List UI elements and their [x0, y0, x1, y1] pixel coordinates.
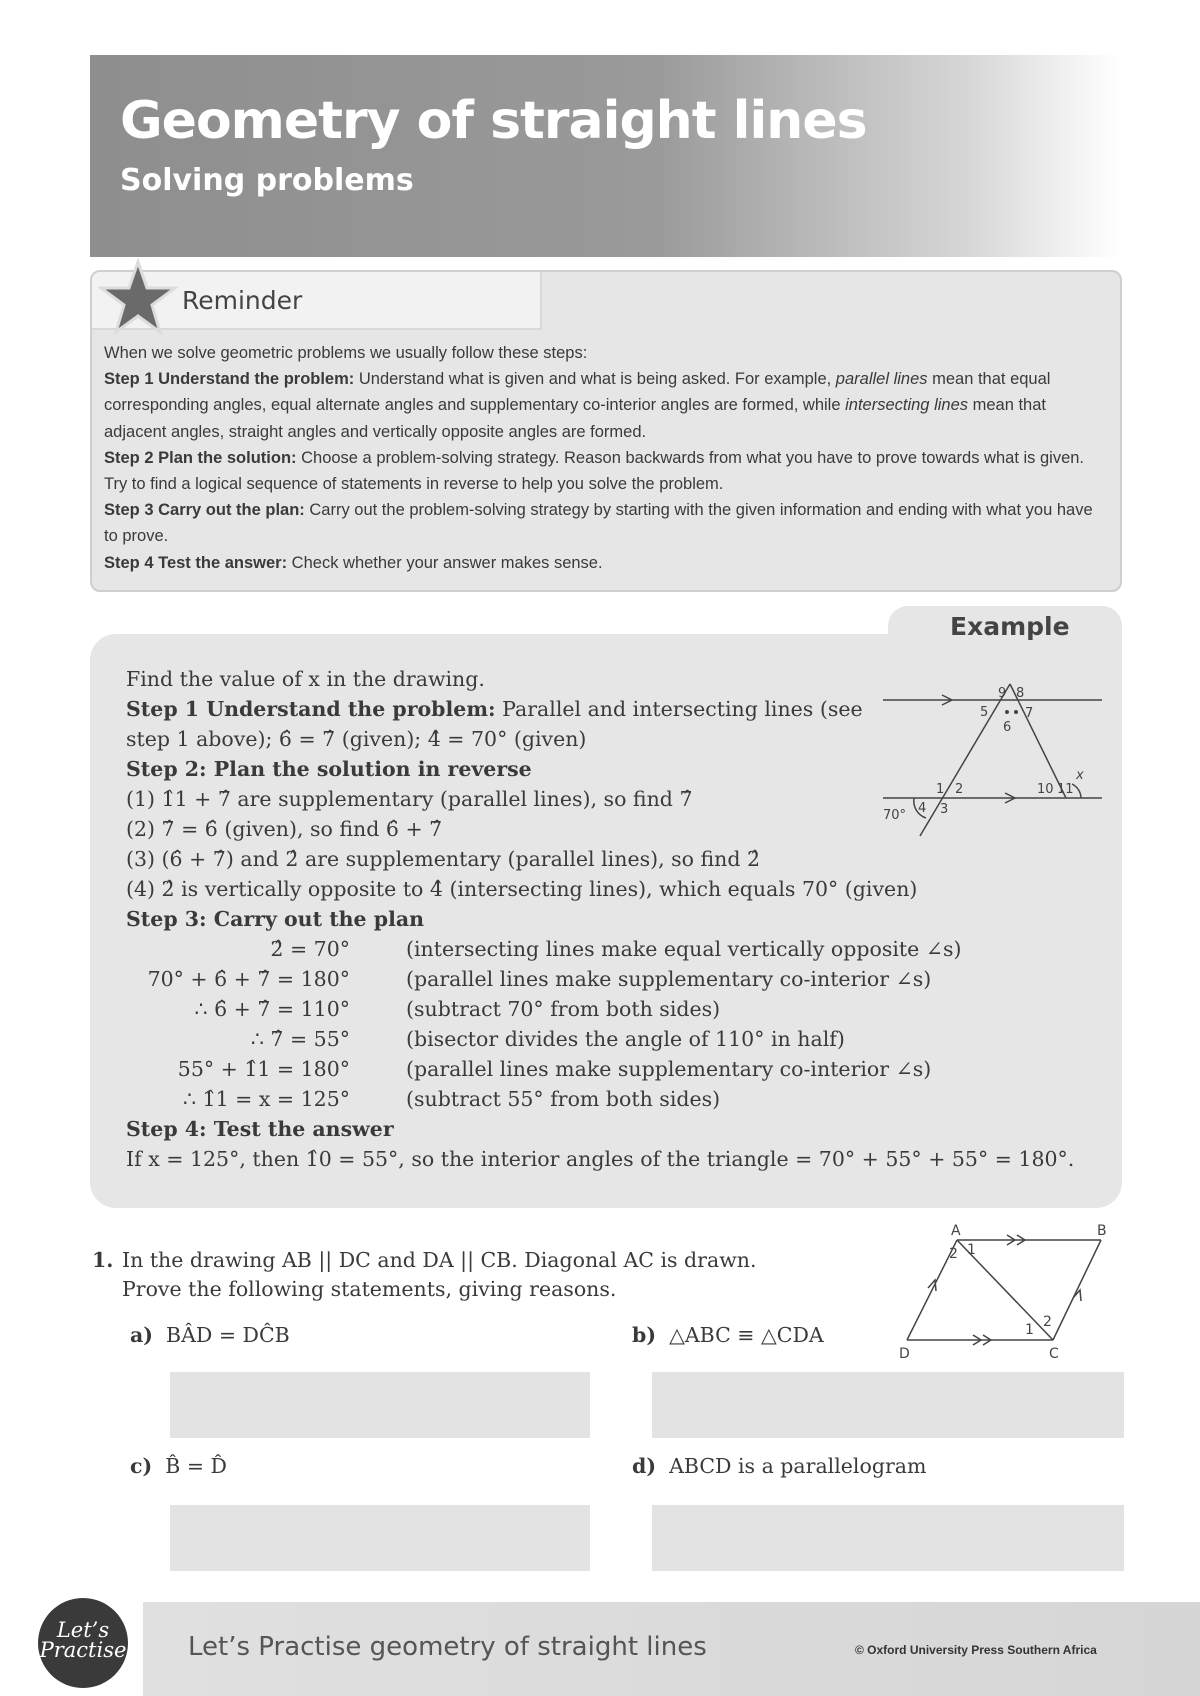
example-step2-heading-text: Step 2: Plan the solution in reverse	[126, 757, 532, 781]
diagram-label-10: 10	[1037, 782, 1054, 797]
reminder-body	[104, 340, 1104, 576]
diagram-label-1: 1	[936, 782, 945, 797]
part-d	[632, 1454, 926, 1478]
calc-left-2: 70° + 6̂ + 7̂ = 180°	[147, 967, 350, 991]
reminder-label: Reminder	[182, 286, 303, 315]
diagram-label-70: 70°	[883, 808, 907, 823]
reminder-step2	[104, 445, 1104, 497]
diagram-label-11: 11	[1057, 782, 1074, 797]
example-step4-heading-text: Step 4: Test the answer	[126, 1117, 394, 1141]
calc-left-1: 2̂ = 70°	[270, 937, 350, 961]
example-line-find: Find the value of x in the drawing.	[126, 667, 485, 691]
step1-label: Step 1 Understand the problem:	[104, 370, 355, 389]
reminder-tab	[92, 272, 542, 330]
calc-left-3: ∴ 6̂ + 7̂ = 110°	[194, 997, 350, 1021]
example-step1-text: Parallel and intersecting lines (see	[502, 697, 863, 721]
calc-left-4: ∴ 7̂ = 55°	[250, 1027, 350, 1051]
left-transversal	[920, 684, 1010, 836]
vertex-b: B	[1097, 1223, 1107, 1239]
example-step3-heading	[126, 907, 424, 931]
part-b-text: △ABC ≡ △CDA	[669, 1323, 824, 1347]
star-icon	[98, 258, 178, 338]
calc-right-3: (subtract 70° from both sides)	[406, 997, 721, 1021]
answer-box-b[interactable]	[652, 1372, 1124, 1438]
diagram-label-9: 9	[998, 686, 1007, 701]
step2-label: Step 2 Plan the solution:	[104, 448, 297, 467]
logo-text	[38, 1620, 128, 1660]
angle-a1: 1	[967, 1242, 976, 1258]
calc-right-5: (parallel lines make supplementary co-interior ∠s)	[406, 1057, 932, 1081]
example-plan-3: (3) (6̂ + 7̂) and 2̂ are supplementary (parallel lines), so find 2̂	[126, 847, 761, 871]
calc-right-4: (bisector divides the angle of 110° in half)	[406, 1027, 845, 1051]
calc-left-5: 55° + 1̂1 = 180°	[177, 1057, 350, 1081]
part-b	[632, 1323, 824, 1347]
example-step1-heading: Step 1 Understand the problem:	[126, 697, 496, 721]
diagram-label-4: 4	[918, 801, 927, 816]
part-d-letter: d)	[632, 1454, 657, 1478]
reminder-intro: When we solve geometric problems we usually follow these steps:	[104, 344, 588, 362]
vertex-a: A	[951, 1223, 961, 1239]
example-line-given: step 1 above); 6̂ = 7̂ (given); 4̂ = 70° (given)	[126, 727, 587, 751]
step4-text: Check whether your answer makes sense.	[287, 553, 603, 572]
example-step3-heading-text: Step 3: Carry out the plan	[126, 907, 425, 931]
calc-right-2: (parallel lines make supplementary co-interior ∠s)	[406, 967, 932, 991]
part-c-letter: c)	[130, 1454, 153, 1478]
calc-left-6: ∴ 1̂1 = x = 125°	[182, 1087, 350, 1111]
part-b-letter: b)	[632, 1323, 657, 1347]
step1-text-a: Understand what is given and what is being asked. For example,	[354, 370, 836, 389]
page-subtitle: Solving problems	[120, 163, 414, 198]
calc-right-6: (subtract 55° from both sides)	[406, 1087, 721, 1111]
logo-line-1: Let’s	[56, 1618, 110, 1642]
example-plan-2: (2) 7̂ = 6̂ (given), so find 6̂ + 7̂	[126, 817, 443, 841]
part-a-letter: a)	[130, 1323, 153, 1347]
step4-label: Step 4 Test the answer:	[104, 553, 288, 572]
answer-box-a[interactable]	[170, 1372, 590, 1438]
example-step2-heading	[126, 757, 532, 781]
example-plan-1: (1) 1̂1 + 7̂ are supplementary (parallel lines), so find 7̂	[126, 787, 693, 811]
example-diagram	[880, 676, 1106, 844]
vertex-c: C	[1049, 1346, 1059, 1362]
logo-line-2: Practise	[39, 1638, 127, 1662]
reminder-box	[90, 270, 1122, 592]
example-test-line: If x = 125°, then 1̂0 = 55°, so the interior angles of the triangle = 70° + 55° + 55° = 180°.	[126, 1147, 1075, 1171]
parallelogram-diagram	[895, 1222, 1117, 1362]
angle-dot-left	[1005, 710, 1009, 714]
header-banner	[90, 55, 1120, 257]
part-c	[130, 1454, 227, 1478]
lets-practise-logo	[38, 1598, 128, 1688]
footer-title: Let’s Practise geometry of straight lines	[188, 1632, 707, 1662]
example-label: Example	[950, 612, 1070, 641]
diagram-label-x: x	[1076, 768, 1084, 783]
angle-dot-right	[1014, 710, 1018, 714]
question-line-2: Prove the following statements, giving reasons.	[122, 1277, 617, 1301]
diagram-label-8: 8	[1016, 686, 1025, 701]
question-number-text: 1.	[92, 1248, 114, 1272]
answer-box-c[interactable]	[170, 1505, 590, 1571]
side-bc	[1053, 1240, 1101, 1340]
part-c-text: B̂ = D̂	[165, 1454, 227, 1478]
angle-c2: 2	[1043, 1314, 1052, 1330]
reminder-step1	[104, 366, 1104, 445]
step2-text: Choose a problem-solving strategy. Reason backwards from what you have to prove towards what is given. Try to find a logical sequence of statements in reverse to help you solve the problem.	[104, 448, 1085, 494]
example-step4-heading	[126, 1117, 394, 1141]
question-line-1: In the drawing AB || DC and DA || CB. Diagonal AC is drawn.	[122, 1248, 757, 1272]
part-a-text: BÂD = DĈB	[166, 1323, 290, 1347]
step3-label: Step 3 Carry out the plan:	[104, 501, 305, 520]
vertex-d: D	[899, 1346, 910, 1362]
page-title: Geometry of straight lines	[120, 91, 867, 151]
copyright: © Oxford University Press Southern Africa	[855, 1643, 1097, 1657]
part-d-text: ABCD is a parallelogram	[669, 1454, 927, 1478]
diagram-label-5: 5	[980, 705, 989, 720]
diagram-label-7: 7	[1025, 706, 1034, 721]
diagram-label-6: 6	[1003, 720, 1012, 735]
step3-text: Carry out the problem-solving strategy by starting with the given information and ending with what you have to prove.	[104, 501, 1093, 546]
example-plan-4: (4) 2̂ is vertically opposite to 4̂ (intersecting lines), which equals 70° (given)	[126, 877, 918, 901]
step1-text-b: mean that equal corresponding angles, equal alternate angles and supplementary co-interior angles are formed, while	[104, 370, 1051, 415]
step1-italic-parallel: parallel lines	[835, 370, 928, 389]
question-number	[92, 1248, 113, 1272]
reminder-step3	[104, 497, 1104, 549]
diagram-label-3: 3	[940, 802, 949, 817]
example-step1	[126, 697, 863, 721]
part-a	[130, 1323, 290, 1347]
angle-c1: 1	[1025, 1322, 1034, 1338]
step1-italic-intersecting: intersecting lines	[845, 396, 969, 415]
reminder-step4	[104, 550, 1104, 576]
angle-a2: 2	[949, 1246, 958, 1262]
right-transversal	[1010, 684, 1066, 798]
calc-right-1: (intersecting lines make equal vertically opposite ∠s)	[406, 937, 962, 961]
diagram-label-2: 2	[955, 782, 964, 797]
answer-box-d[interactable]	[652, 1505, 1124, 1571]
step1-text-c: mean that adjacent angles, straight angles and vertically opposite angles are formed.	[104, 396, 1046, 441]
